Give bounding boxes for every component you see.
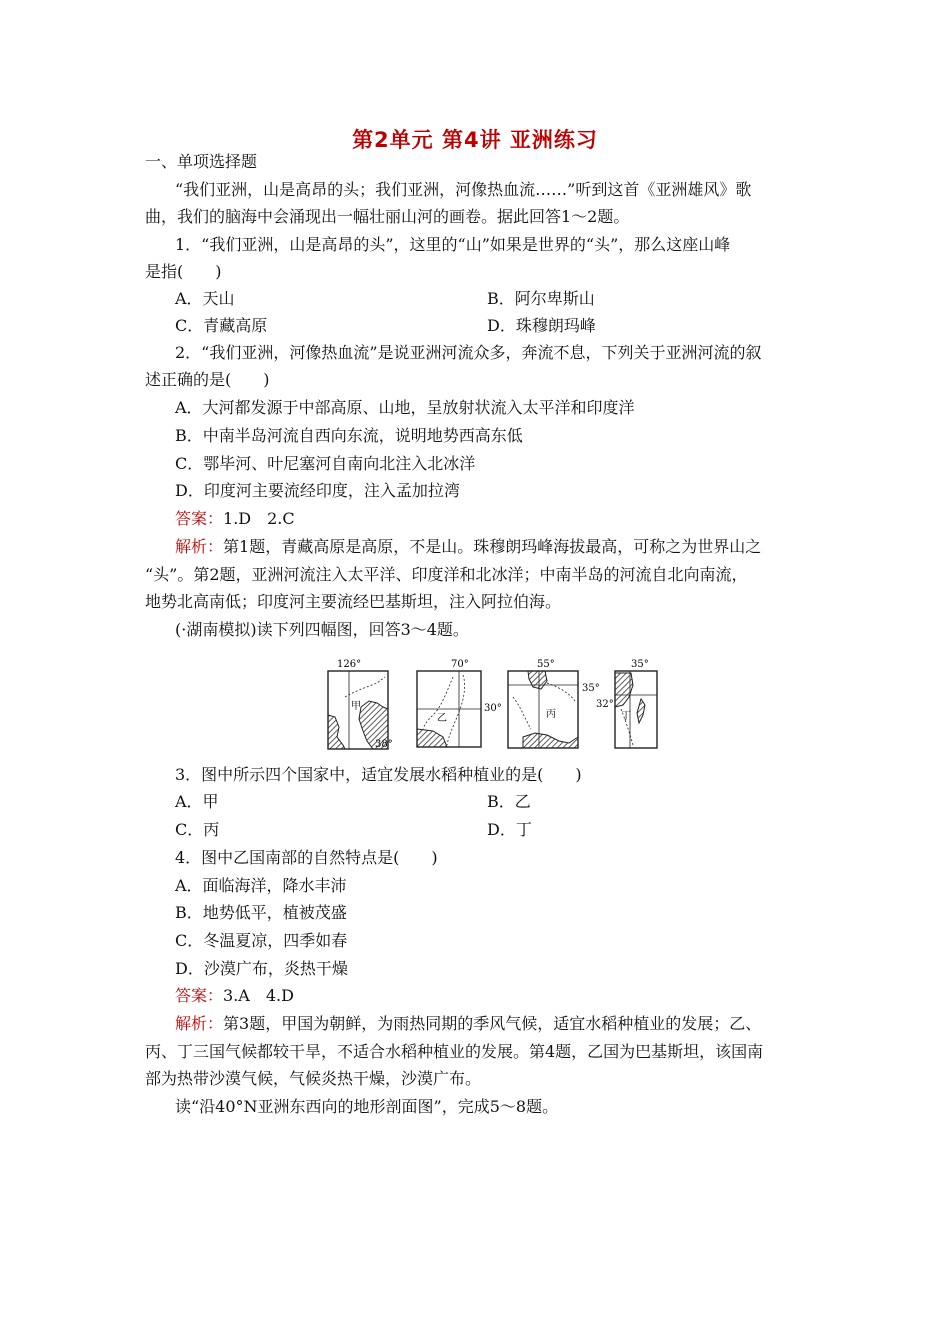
map-bing-longitude: 55° xyxy=(537,659,555,670)
q2-stem-line-2: 述正确的是( ) xyxy=(145,370,270,389)
explanation-1-line-1 xyxy=(175,537,761,557)
q3-option-d: D．丁 xyxy=(487,820,532,839)
q3-option-a: A．甲 xyxy=(175,792,219,811)
explanation-text: 第3题，甲国为朝鲜，为雨热同期的季风气候，适宜水稻种植业的发展；乙、 xyxy=(223,1014,762,1033)
intro-q3-4: (·湖南模拟)读下列四幅图，回答3～4题。 xyxy=(175,620,469,639)
explanation-2-line-3: 部为热带沙漠气候，气候炎热干燥，沙漠广布。 xyxy=(145,1069,482,1088)
explanation-2-line-1 xyxy=(175,1014,761,1034)
intro-line-2: 曲，我们的脑海中会涌现出一幅壮丽山河的画卷。据此回答1～2题。 xyxy=(145,207,630,226)
q2-option-b: B．中南半岛河流自西向东流，说明地势西高东低 xyxy=(175,426,523,445)
q3-option-b: B．乙 xyxy=(487,792,531,811)
map-jia-latitude: 38° xyxy=(375,739,393,750)
explanation-label: 解析： xyxy=(175,1014,224,1033)
q3-option-c: C．丙 xyxy=(175,820,220,839)
map-jia-label: 甲 xyxy=(351,701,361,712)
answer-label: 答案： xyxy=(175,509,224,528)
map-yi-longitude: 70° xyxy=(451,659,469,670)
q2-option-d: D．印度河主要流经印度，注入孟加拉湾 xyxy=(175,481,460,500)
map-jia-longitude: 126° xyxy=(337,659,362,670)
intro-q5-8: 读“沿40°N亚洲东西向的地形剖面图”，完成5～8题。 xyxy=(175,1097,559,1116)
q1-stem-line-2: 是指( ) xyxy=(145,262,222,281)
q4-stem: 4．图中乙国南部的自然特点是( ) xyxy=(175,848,438,867)
explanation-2-line-2: 丙、丁三国气候都较干旱，不适合水稻种植业的发展。第4题，乙国为巴基斯坦，该国南 xyxy=(145,1042,764,1061)
map-ding-longitude: 35° xyxy=(631,659,649,670)
map-yi-latitude: 30° xyxy=(484,703,502,714)
map-ding-label: 丁 xyxy=(621,711,631,722)
q4-option-d: D．沙漠广布，炎热干燥 xyxy=(175,959,348,978)
answer-label: 答案： xyxy=(175,986,224,1005)
answer-1-2 xyxy=(175,509,295,529)
q1-option-c: C．青藏高原 xyxy=(175,316,268,335)
q1-option-a: A．天山 xyxy=(175,289,235,308)
map-yi xyxy=(417,659,502,747)
q2-stem-line-1: 2．“我们亚洲，河像热血流”是说亚洲河流众多，奔流不息，下列关于亚洲河流的叙 xyxy=(175,343,762,362)
q2-option-a: A．大河都发源于中部高原、山地，呈放射状流入太平洋和印度洋 xyxy=(175,398,635,417)
q1-option-b: B．阿尔卑斯山 xyxy=(487,289,595,308)
q3-stem: 3．图中所示四个国家中，适宜发展水稻种植业的是( ) xyxy=(175,765,582,784)
q4-option-c: C．冬温夏凉，四季如春 xyxy=(175,931,348,950)
explanation-1-line-3: 地势北高南低；印度河主要流经巴基斯坦，注入阿拉伯海。 xyxy=(145,592,562,611)
q1-stem-line-1: 1．“我们亚洲，山是高昂的头”，这里的“山”如果是世界的“头”，那么这座山峰 xyxy=(175,235,731,254)
explanation-label: 解析： xyxy=(175,537,224,556)
section-heading: 一、单项选择题 xyxy=(145,152,258,171)
map-bing xyxy=(508,659,600,748)
q4-option-a: A．面临海洋，降水丰沛 xyxy=(175,876,347,895)
map-jia xyxy=(328,659,393,750)
map-yi-label: 乙 xyxy=(437,713,447,724)
map-ding-latitude: 32° xyxy=(596,699,614,710)
q2-option-c: C．鄂毕河、叶尼塞河自南向北注入北冰洋 xyxy=(175,454,476,473)
explanation-text: 第1题，青藏高原是高原，不是山。珠穆朗玛峰海拔最高，可称之为世界山之 xyxy=(223,537,762,556)
q4-option-b: B．地势低平，植被茂盛 xyxy=(175,903,347,922)
q1-option-d: D．珠穆朗玛峰 xyxy=(487,316,596,335)
map-bing-latitude: 35° xyxy=(582,683,600,694)
answer-3-4 xyxy=(175,986,294,1006)
four-country-maps-figure xyxy=(325,657,660,753)
explanation-1-line-2: “头”。第2题，亚洲河流注入太平洋、印度洋和北冰洋；中南半岛的河流自北向南流， xyxy=(145,565,748,584)
intro-line-1: “我们亚洲，山是高昂的头；我们亚洲，河像热血流……”听到这首《亚洲雄风》歌 xyxy=(175,180,752,199)
page-title: 第2单元 第4讲 亚洲练习 xyxy=(352,128,598,152)
map-bing-label: 丙 xyxy=(546,709,556,720)
map-ding xyxy=(596,659,657,748)
answer-text: 1.D 2.C xyxy=(223,509,295,528)
answer-text: 3.A 4.D xyxy=(223,986,294,1005)
